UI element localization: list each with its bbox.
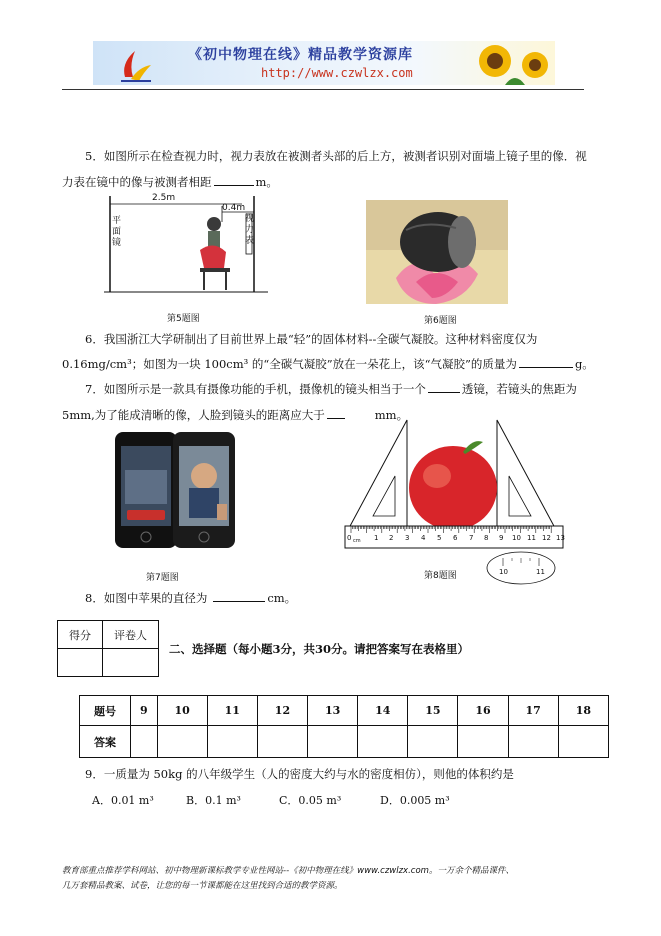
fig5-caption: 第5题图	[167, 314, 200, 324]
score-box	[57, 620, 159, 677]
question-number-cell: 13	[308, 696, 358, 726]
site-logo-icon	[115, 45, 155, 83]
ruler-tick-label: 11	[527, 534, 536, 542]
q9-option-b: B．0.1 m³	[186, 794, 241, 807]
score-box-score-cell[interactable]	[58, 649, 103, 677]
footer-line-1: 教育部重点推荐学科网站、初中物理新课标教学专业性网站--《初中物理在线》www.czwlzx.com。一万余个精品课件、	[62, 866, 514, 876]
q6-line1: 6．我国浙江大学研制出了目前世界上最“轻”的固体材料--全碳气凝胶。这种材料密度仅为	[85, 332, 538, 346]
q9-text: 9．一质量为 50kg 的八年级学生（人的密度大约与水的密度相仿），则他的体积约是	[85, 767, 514, 781]
answer-cell[interactable]	[458, 726, 508, 758]
q5-line2	[62, 174, 278, 190]
answer-cell[interactable]	[558, 726, 608, 758]
ruler-tick-label: 12	[542, 534, 551, 542]
ruler-tick-label: 10	[512, 534, 521, 542]
answer-table-answer-row	[80, 726, 609, 758]
fig6-caption: 第6题图	[424, 316, 457, 326]
q7-unit: mm。	[374, 408, 409, 422]
footer-line-2: 几万套精品教案、试卷，让您的每一节课都能在这里找到合适的教学资源。	[62, 881, 343, 891]
fig7-caption: 第7题图	[146, 573, 179, 583]
q9-option-a: A．0.01 m³	[92, 794, 154, 807]
q8-line	[85, 590, 296, 606]
q8-answer-blank	[213, 590, 265, 602]
answer-cell[interactable]	[157, 726, 207, 758]
question-number-cell: 16	[458, 696, 508, 726]
ruler-unit-label: cm	[353, 538, 361, 544]
q7-line2-text: 5mm,为了能成清晰的像，人脸到镜头的距离应大于	[62, 408, 325, 422]
section-2-heading: 二、选择题（每小题3分，共30分。请把答案写在表格里）	[169, 642, 470, 656]
fig6-aerogel-photo	[366, 200, 508, 304]
question-number-cell: 9	[131, 696, 158, 726]
question-number-cell: 17	[508, 696, 558, 726]
fig5-dim-label-2: 0.4m	[222, 203, 246, 213]
answer-label: 答案	[80, 726, 131, 758]
q7-line1-text-b: 透镜，若镜头的焦距为	[461, 382, 577, 396]
question-number-cell: 14	[358, 696, 408, 726]
answer-table	[79, 695, 609, 758]
q6-line2	[62, 356, 594, 372]
score-box-score-label: 得分	[58, 621, 103, 649]
question-number-cell: 12	[257, 696, 307, 726]
zoom-tick-label: 11	[536, 568, 545, 576]
fig8-caption: 第8题图	[424, 571, 457, 581]
answer-cell[interactable]	[131, 726, 158, 758]
score-box-grader-label: 评卷人	[103, 621, 159, 649]
ruler-tick-label: 13	[556, 534, 565, 542]
question-number-cell: 18	[558, 696, 608, 726]
q6-unit: g。	[574, 357, 594, 371]
zoom-tick-label: 10	[499, 568, 508, 576]
q9-option-d: D．0.005 m³	[380, 794, 450, 807]
ruler-tick-label: 2	[389, 534, 394, 542]
answer-cell[interactable]	[308, 726, 358, 758]
q7-lens-blank	[428, 381, 460, 393]
score-box-grader-cell[interactable]	[103, 649, 159, 677]
answer-cell[interactable]	[508, 726, 558, 758]
answer-cell[interactable]	[358, 726, 408, 758]
q6-line2-text: 0.16mg/cm³；如图为一块 100cm³ 的“全碳气凝胶”放在一朵花上，该“气凝胶”的质量为	[62, 357, 517, 371]
header-banner	[93, 41, 555, 85]
sunflower-icon	[465, 41, 555, 85]
ruler-tick-label: 5	[437, 534, 442, 542]
q9-option-c: C．0.05 m³	[279, 794, 342, 807]
q7-line1	[85, 381, 577, 397]
ruler-tick-label: 4	[421, 534, 426, 542]
ruler-tick-label: 1	[374, 534, 379, 542]
ruler-tick-label: 9	[499, 534, 504, 542]
answer-cell[interactable]	[257, 726, 307, 758]
q5-line1: 5．如图所示在检查视力时，视力表放在被测者头部的后上方，被测者识别对面墙上镜子里的像．视	[85, 149, 587, 163]
fig7-phone-photo	[113, 430, 237, 550]
ruler-tick-label: 6	[453, 534, 458, 542]
ruler-label-layer	[343, 418, 567, 586]
q8-unit: cm。	[267, 591, 297, 605]
answer-cell[interactable]	[207, 726, 257, 758]
q7-line1-text: 7．如图所示是一款具有摄像功能的手机，摄像机的镜头相当于一个	[85, 382, 426, 396]
header-rule	[62, 89, 584, 90]
q5-line2-text: 力表在镜中的像与被测者相距	[62, 175, 212, 189]
banner-title: 《初中物理在线》精品教学资源库	[188, 47, 413, 63]
question-number-cell: 15	[408, 696, 458, 726]
question-number-cell: 10	[157, 696, 207, 726]
ruler-tick-label: 8	[484, 534, 489, 542]
q6-answer-blank	[519, 356, 573, 368]
fig5-dim-label-1: 2.5m	[152, 193, 176, 203]
ruler-tick-label: 0	[347, 534, 352, 542]
ruler-tick-label: 3	[405, 534, 410, 542]
banner-url: http://www.czwlzx.com	[261, 66, 413, 80]
ruler-tick-label: 7	[469, 534, 474, 542]
question-number-cell: 11	[207, 696, 257, 726]
fig5-chart-label: 视力表	[245, 214, 255, 246]
q5-unit: m。	[255, 175, 278, 189]
q8-text: 8．如图中苹果的直径为	[85, 591, 208, 605]
answer-cell[interactable]	[408, 726, 458, 758]
fig5-mirror-label: 平面镜	[112, 216, 122, 248]
question-number-label: 题号	[80, 696, 131, 726]
q5-answer-blank	[214, 174, 254, 186]
answer-table-number-row	[80, 696, 609, 726]
